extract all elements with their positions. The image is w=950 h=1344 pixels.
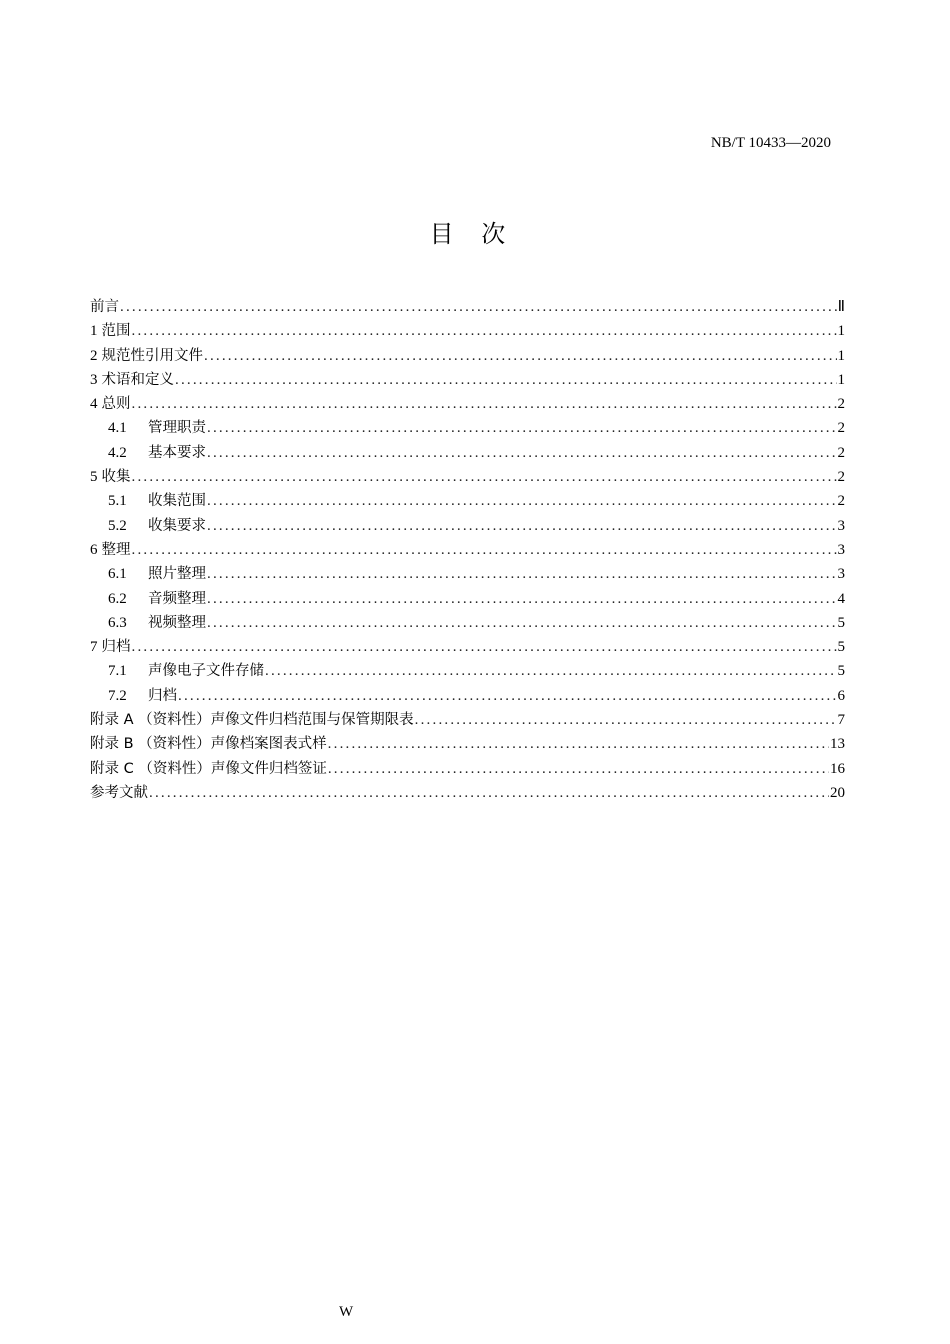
toc-entry-page: 5 (837, 614, 845, 631)
toc-entry-number: 5 (90, 469, 98, 486)
toc-entry-3[interactable] (90, 368, 845, 392)
toc-entry-label: 收集要求 (148, 517, 206, 534)
toc-entry-page: 1 (837, 371, 845, 388)
toc-entry-number: 7.1 (108, 663, 127, 680)
toc-entry-number: 3 (90, 371, 98, 388)
document-code: NB/T 10433—2020 (710, 135, 831, 151)
toc-entry-page: 4 (837, 590, 845, 607)
toc-entry-label: 管理职责 (148, 420, 206, 437)
toc-entry-page: 3 (837, 541, 845, 558)
dot-leader (328, 757, 829, 781)
toc-entry-label: 参考文献 (90, 784, 148, 801)
toc-entry-page: 3 (837, 566, 845, 583)
toc-entry-6-2[interactable] (90, 587, 845, 611)
dot-leader (132, 319, 837, 343)
toc-entry-7-2[interactable] (90, 684, 845, 708)
toc-entry-page: 2 (837, 444, 845, 461)
dot-leader (207, 441, 837, 465)
toc-entry-2[interactable] (90, 344, 845, 368)
toc-entry-6-1[interactable] (90, 562, 845, 586)
toc-entry-label: 归档 (101, 639, 131, 656)
toc-entry-number: 6.2 (108, 590, 127, 607)
toc-entry-number: 4.2 (108, 444, 127, 461)
dot-leader (207, 489, 837, 513)
dot-leader (132, 392, 837, 416)
dot-leader (132, 538, 837, 562)
toc-entry-number: 7 (90, 639, 98, 656)
dot-leader (207, 587, 837, 611)
toc-entry-7[interactable] (90, 635, 845, 659)
toc-entry-6-3[interactable] (90, 611, 845, 635)
dot-leader (175, 368, 837, 392)
toc-entry-label: 归档 (148, 687, 177, 704)
toc-entry-page: Ⅱ (837, 299, 845, 315)
toc-entry-preface[interactable] (90, 295, 845, 319)
toc-entry-number: 4.1 (108, 420, 127, 437)
toc-entry-5[interactable] (90, 465, 845, 489)
toc-entry-label: 收集 (101, 469, 131, 486)
toc-entry-label: 附录 A （资料性）声像文件归档范围与保管期限表 (90, 712, 414, 729)
toc-entry-label: 附录 C （资料性）声像文件归档签证 (90, 760, 327, 777)
toc-entry-label: 前言 (90, 299, 119, 315)
toc-entry-number: 6 (90, 541, 98, 558)
toc-entry-label: 视频整理 (148, 614, 206, 631)
toc-entry-page: 20 (830, 784, 845, 801)
toc-entry-page: 2 (837, 396, 845, 413)
toc-entry-appendix-a[interactable] (90, 708, 845, 732)
toc-entry-page: 1 (837, 347, 845, 364)
toc-entry-6[interactable] (90, 538, 845, 562)
dot-leader (207, 562, 837, 586)
toc-entry-label: 总则 (101, 396, 131, 413)
toc-entry-page: 13 (830, 736, 845, 753)
toc-entry-page: 16 (830, 760, 845, 777)
toc-entry-label: 音频整理 (148, 590, 206, 607)
toc-entry-5-1[interactable] (90, 489, 845, 513)
dot-leader (207, 416, 837, 440)
toc-entry-label: 收集范围 (148, 493, 206, 510)
table-of-contents (90, 295, 845, 805)
dot-leader (120, 295, 837, 319)
toc-entry-appendix-b[interactable] (90, 732, 845, 756)
toc-entry-number: 1 (90, 323, 98, 340)
toc-entry-label: 整理 (101, 541, 131, 558)
toc-entry-page: 7 (837, 712, 845, 729)
toc-entry-5-2[interactable] (90, 514, 845, 538)
toc-entry-page: 5 (837, 639, 845, 656)
toc-entry-page: 1 (837, 323, 845, 340)
toc-entry-7-1[interactable] (90, 659, 845, 683)
toc-entry-number: 6.3 (108, 614, 127, 631)
dot-leader (415, 708, 837, 732)
toc-entry-number: 7.2 (108, 687, 127, 704)
dot-leader (207, 514, 837, 538)
toc-entry-page: 3 (837, 517, 845, 534)
dot-leader (207, 611, 837, 635)
toc-entry-page: 6 (837, 687, 845, 704)
toc-entry-references[interactable] (90, 781, 845, 805)
toc-entry-label: 范围 (101, 323, 131, 340)
page-number: W (339, 1304, 354, 1320)
toc-entry-4[interactable] (90, 392, 845, 416)
toc-entry-number: 5.1 (108, 493, 127, 510)
dot-leader (204, 344, 837, 368)
toc-entry-label: 照片整理 (148, 566, 206, 583)
dot-leader (178, 684, 837, 708)
toc-entry-page: 2 (837, 469, 845, 486)
toc-entry-page: 2 (837, 493, 845, 510)
toc-entry-label: 基本要求 (148, 444, 206, 461)
toc-entry-1[interactable] (90, 319, 845, 343)
toc-entry-label: 术语和定义 (101, 371, 174, 388)
dot-leader (149, 781, 829, 805)
toc-entry-label: 规范性引用文件 (101, 347, 203, 364)
toc-entry-number: 6.1 (108, 566, 127, 583)
toc-entry-page: 5 (837, 663, 845, 680)
toc-entry-4-1[interactable] (90, 416, 845, 440)
toc-entry-page: 2 (837, 420, 845, 437)
dot-leader (132, 465, 837, 489)
dot-leader (265, 659, 837, 683)
toc-entry-label: 声像电子文件存储 (148, 663, 264, 680)
toc-entry-number: 2 (90, 347, 98, 364)
toc-entry-number: 5.2 (108, 517, 127, 534)
toc-entry-label: 附录 B （资料性）声像档案图表式样 (90, 736, 327, 753)
dot-leader (132, 635, 837, 659)
page-title: 目 次 (429, 220, 516, 248)
dot-leader (328, 732, 829, 756)
toc-entry-4-2[interactable] (90, 441, 845, 465)
toc-entry-number: 4 (90, 396, 98, 413)
toc-entry-appendix-c[interactable] (90, 757, 845, 781)
